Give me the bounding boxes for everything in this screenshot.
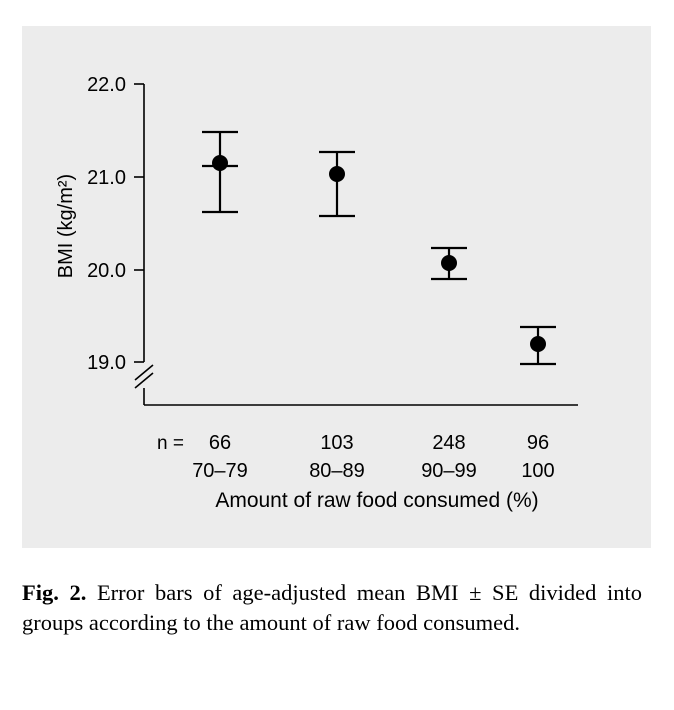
n-value-4: 96 [526, 432, 550, 454]
y-axis-break-upper [135, 365, 153, 380]
y-tick-label-22: 22.0 [87, 74, 126, 96]
data-point-4 [530, 336, 546, 352]
x-tick-label-2: 80–89 [309, 460, 365, 482]
figure-number: Fig. 2. [22, 580, 87, 605]
figure-caption [22, 578, 642, 638]
x-tick-label-3: 90–99 [421, 460, 477, 482]
figure-caption-text: Error bars of age-adjusted mean BMI ± SE divided into groups according to the amount of raw food consumed. [22, 580, 642, 635]
chart-panel [22, 26, 651, 548]
x-tick-label-4: 100 [521, 460, 555, 482]
y-axis-break-lower [135, 373, 153, 388]
y-tick-label-20: 20.0 [87, 260, 126, 282]
n-value-1: 66 [208, 432, 232, 454]
x-axis-title: Amount of raw food consumed (%) [215, 489, 539, 512]
data-point-3 [441, 255, 457, 271]
n-prefix-label: n = [157, 433, 184, 454]
chart-svg [22, 26, 651, 548]
n-value-2: 103 [320, 432, 354, 454]
x-tick-label-1: 70–79 [192, 460, 248, 482]
y-axis-title: BMI (kg/m²) [55, 173, 77, 279]
data-point-2 [329, 166, 345, 182]
n-value-3: 248 [432, 432, 466, 454]
y-tick-label-19: 19.0 [87, 352, 126, 374]
y-tick-label-21: 21.0 [87, 167, 126, 189]
